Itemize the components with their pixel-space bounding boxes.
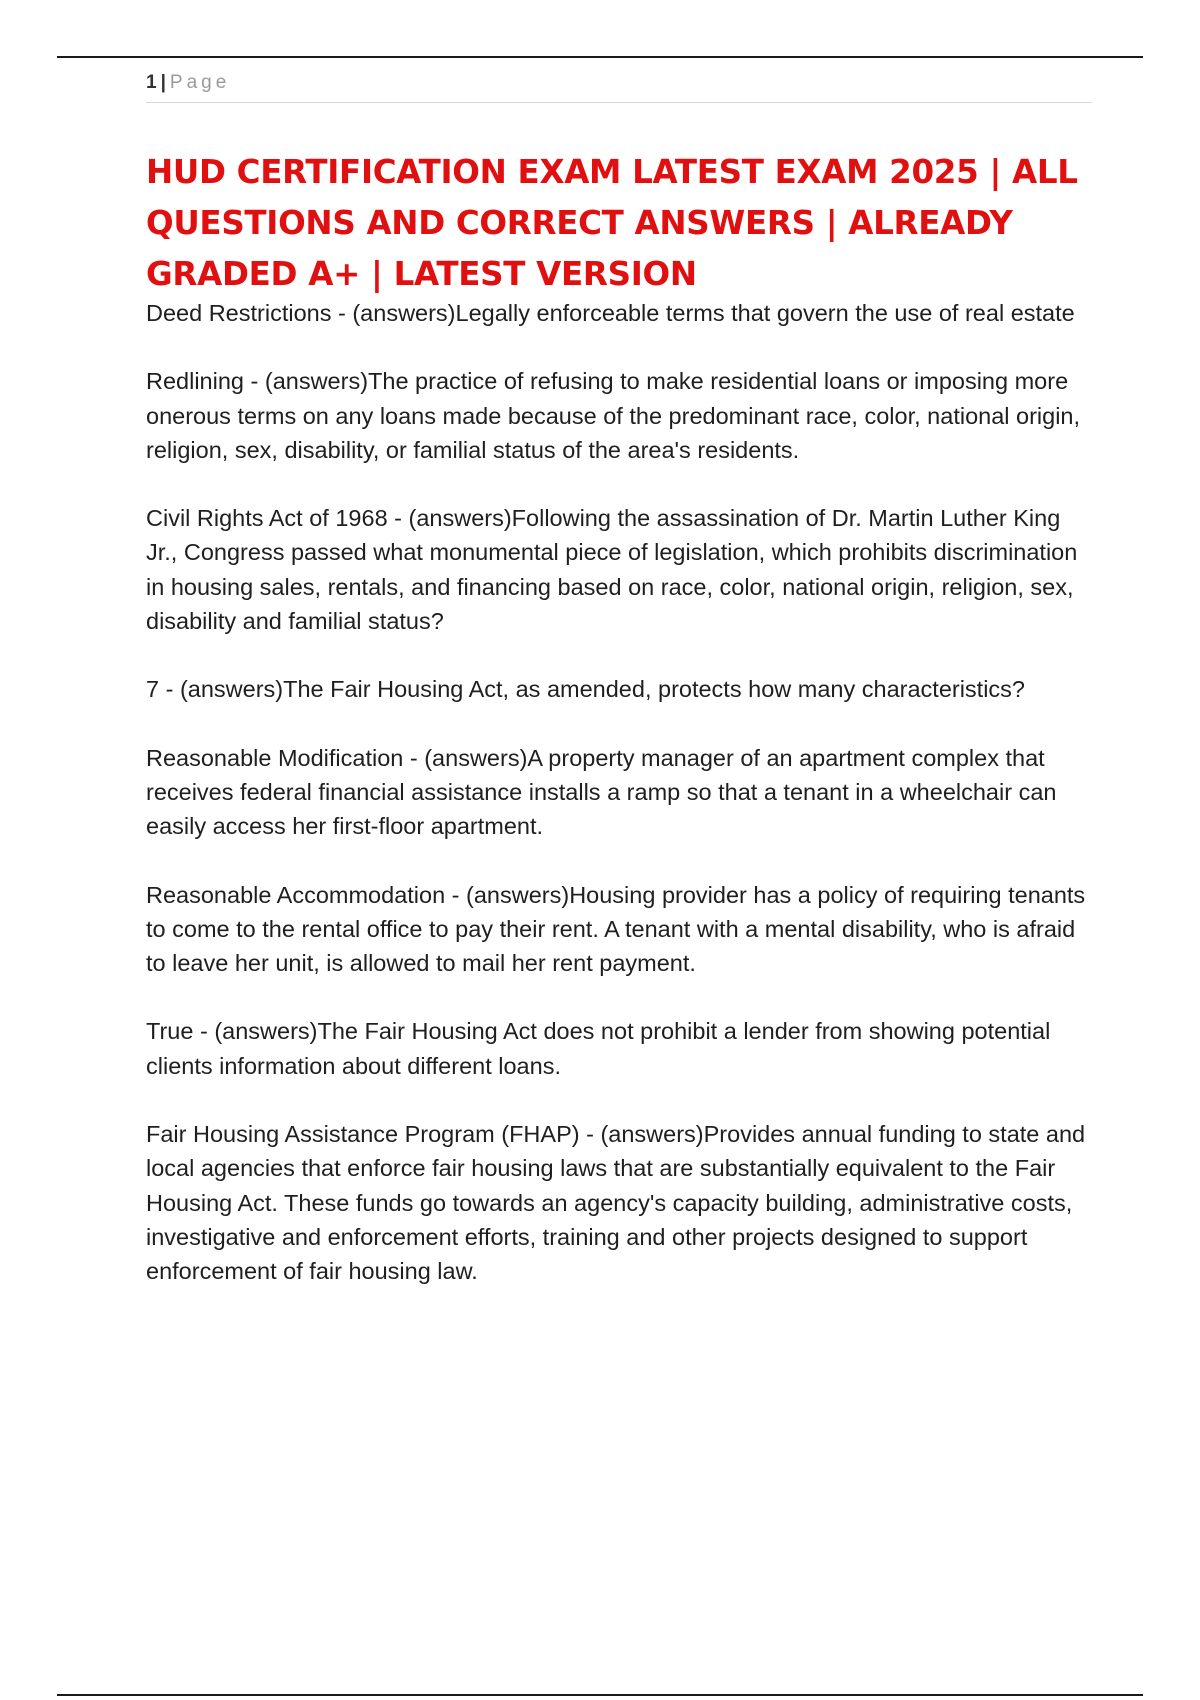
qa-entry-civil-rights-act: Civil Rights Act of 1968 - (answers)Following the assassination of Dr. Martin Luther King Jr., Congress passed what monumental piece of legislation, which prohibits discrimination in housing sales, rentals, and financing based on race, color, national origin, religion, sex, disability and familial status? <box>146 505 1078 635</box>
page-number: 1 <box>146 72 157 93</box>
qa-entry-reasonable-accommodation: Reasonable Accommodation - (answers)Housing provider has a policy of requiring tenants to come to the rental office to pay their rent. A tenant with a mental disability, who is afraid to leave her unit, is allowed to mail her rent payment. <box>146 881 1086 977</box>
page-separator: | <box>160 72 166 93</box>
qa-entry-true-lender: True - (answers)The Fair Housing Act does not prohibit a lender from showing potential clients information about different loans. <box>146 1018 1051 1079</box>
document-title: HUD CERTIFICATION EXAM LATEST EXAM 2025 | ALL QUESTIONS AND CORRECT ANSWERS | ALREADY GRADED A+ | LATEST VERSION <box>146 153 1078 293</box>
qa-entry-redlining: Redlining - (answers)The practice of refusing to make residential loans or imposing more onerous terms on any loans made because of the predominant race, color, national origin, religion, sex, disability, or familial status of the area's residents. <box>146 368 1081 463</box>
top-divider <box>57 56 1143 58</box>
qa-entry-reasonable-modification: Reasonable Modification - (answers)A property manager of an apartment complex that receives federal financial assistance installs a ramp so that a tenant in a wheelchair can easily access her first-floor apartment. <box>146 744 1057 840</box>
qa-entry-fhap: Fair Housing Assistance Program (FHAP) - (answers)Provides annual funding to state and local agencies that enforce fair housing laws that are substantially equivalent to the Fair Housing Act. These funds go towards an agency's capacity building, administrative costs, investigative and enforcement efforts, training and other projects designed to support enforcement of fair housing law. <box>146 1121 1086 1285</box>
qa-list <box>146 296 1096 1323</box>
page-label: Page <box>169 72 231 93</box>
qa-entry-deed-restrictions: Deed Restrictions - (answers)Legally enforceable terms that govern the use of real estate <box>146 300 1075 326</box>
qa-entry-protected-characteristics: 7 - (answers)The Fair Housing Act, as amended, protects how many characteristics? <box>146 676 1026 703</box>
page-header <box>146 70 1092 103</box>
bottom-divider <box>57 1694 1143 1696</box>
